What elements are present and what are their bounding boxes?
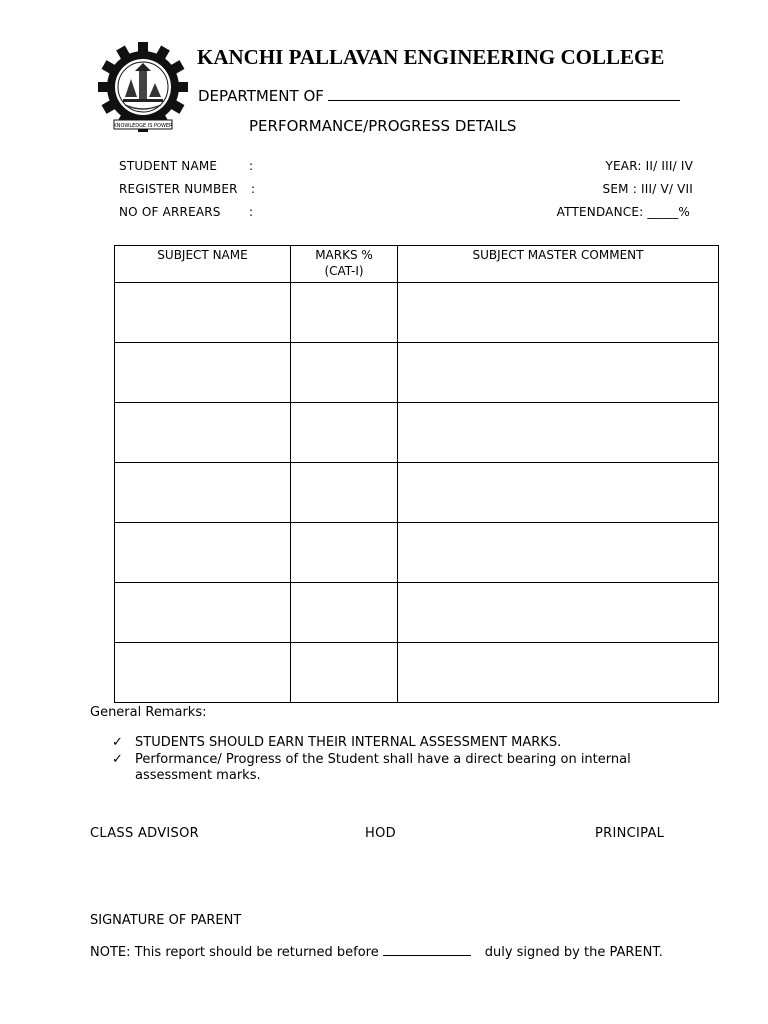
marks-cell[interactable]: [291, 283, 398, 343]
marks-cell[interactable]: [291, 643, 398, 703]
college-name: KANCHI PALLAVAN ENGINEERING COLLEGE: [197, 45, 665, 69]
check-icon: ✓: [112, 735, 123, 750]
logo-motto: KNOWLEDGE IS POWER: [113, 123, 173, 129]
col-comment: SUBJECT MASTER COMMENT: [398, 246, 719, 283]
department-line: [198, 86, 680, 105]
subject-cell[interactable]: [115, 343, 291, 403]
general-remarks-title: General Remarks:: [90, 705, 207, 720]
list-item: ✓ STUDENTS SHOULD EARN THEIR INTERNAL ASSESSMENT MARKS.: [112, 735, 562, 750]
college-logo-icon: [98, 42, 188, 132]
department-blank: [328, 86, 680, 101]
marks-cell[interactable]: [291, 343, 398, 403]
col-marks: MARKS % (CAT-I): [291, 246, 398, 283]
marks-table: [114, 245, 719, 703]
marks-cell[interactable]: [291, 523, 398, 583]
table-row: [115, 463, 719, 523]
comment-cell[interactable]: [398, 643, 719, 703]
department-label: DEPARTMENT OF: [198, 87, 324, 105]
register-number-label: REGISTER NUMBER: [119, 182, 238, 196]
register-number-row: REGISTER NUMBER :: [119, 182, 256, 196]
subject-cell[interactable]: [115, 283, 291, 343]
class-advisor-signature: CLASS ADVISOR: [90, 826, 199, 841]
comment-cell[interactable]: [398, 283, 719, 343]
table-row: [115, 523, 719, 583]
arrears-row: NO OF ARREARS :: [119, 205, 254, 219]
return-date-blank: [383, 943, 471, 956]
remarks-list: [112, 735, 702, 785]
year-field: YEAR: II/ III/ IV: [605, 159, 693, 173]
table-header-row: [115, 246, 719, 283]
marks-cell[interactable]: [291, 463, 398, 523]
parent-signature: SIGNATURE OF PARENT: [90, 913, 242, 928]
report-subtitle: PERFORMANCE/PROGRESS DETAILS: [249, 117, 517, 135]
subject-cell[interactable]: [115, 643, 291, 703]
table-row: [115, 403, 719, 463]
subject-cell[interactable]: [115, 403, 291, 463]
comment-cell[interactable]: [398, 463, 719, 523]
return-note: [90, 943, 663, 960]
table-row: [115, 283, 719, 343]
table-row: [115, 343, 719, 403]
marks-cell[interactable]: [291, 583, 398, 643]
comment-cell[interactable]: [398, 403, 719, 463]
subject-cell[interactable]: [115, 523, 291, 583]
comment-cell[interactable]: [398, 343, 719, 403]
note-prefix: NOTE: This report should be returned before: [90, 945, 379, 960]
semester-field: SEM : III/ V/ VII: [602, 182, 693, 196]
table-row: [115, 643, 719, 703]
table-row: [115, 583, 719, 643]
arrears-label: NO OF ARREARS: [119, 205, 221, 219]
note-suffix: duly signed by the PARENT.: [484, 945, 663, 960]
comment-cell[interactable]: [398, 523, 719, 583]
subject-cell[interactable]: [115, 583, 291, 643]
subject-cell[interactable]: [115, 463, 291, 523]
hod-signature: HOD: [365, 826, 396, 841]
list-item: ✓ Performance/ Progress of the Student shall have a direct bearing on internal assessment marks.: [112, 752, 631, 783]
col-subject-name: SUBJECT NAME: [115, 246, 291, 283]
attendance-field: ATTENDANCE: _____%: [556, 205, 690, 219]
student-name-label: STUDENT NAME: [119, 159, 218, 173]
comment-cell[interactable]: [398, 583, 719, 643]
check-icon: ✓: [112, 752, 123, 767]
marks-cell[interactable]: [291, 403, 398, 463]
student-name-row: STUDENT NAME :: [119, 159, 254, 173]
principal-signature: PRINCIPAL: [595, 826, 665, 841]
